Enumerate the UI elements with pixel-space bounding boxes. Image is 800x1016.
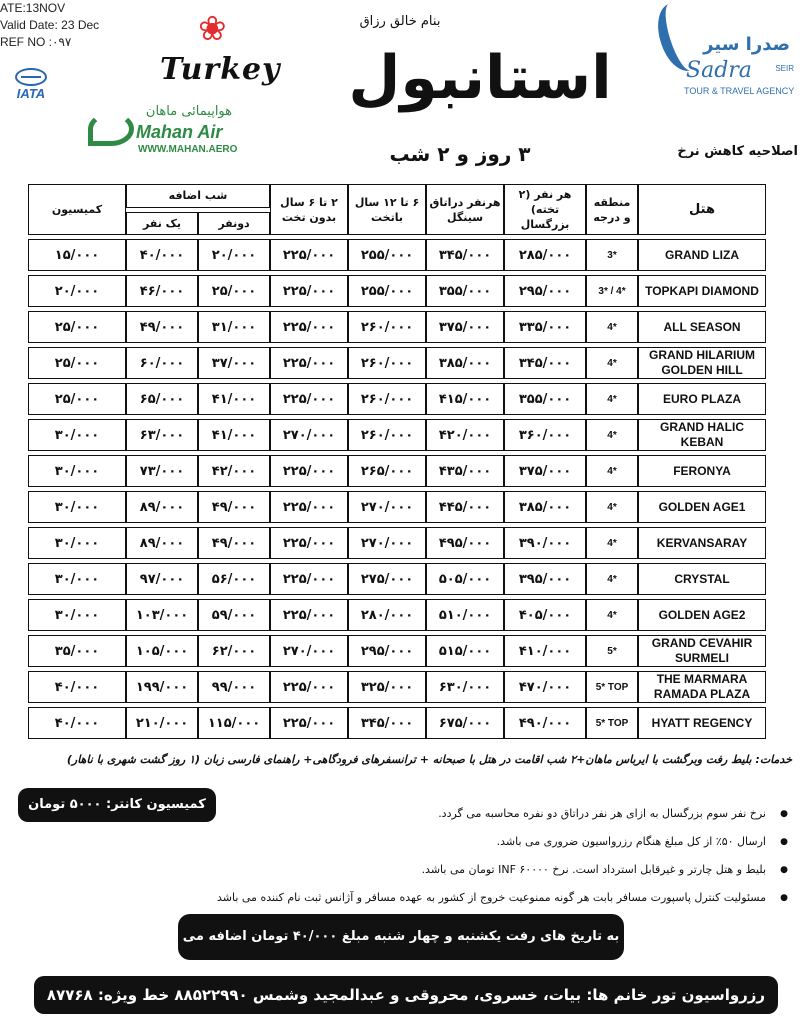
price-extra-single: ۴۰/۰۰۰: [126, 239, 198, 271]
sadra-fa-name: صدرا سیر: [703, 34, 790, 55]
price-single: ۵۱۰/۰۰۰: [426, 599, 504, 631]
price-extra-double: ۳۱/۰۰۰: [198, 311, 270, 343]
price-child-6-12: ۲۹۵/۰۰۰: [348, 635, 426, 667]
table-row: [28, 419, 766, 451]
hotel-name: GOLDEN AGE1: [638, 491, 766, 523]
commission: ۴۰/۰۰۰: [28, 671, 126, 703]
list-item: ● بلیط و هتل چارتر و غیرقابل استرداد است. نرخ INF ۶۰۰۰۰ تومان می باشد.: [150, 856, 790, 884]
hotel-zone: 4*: [586, 491, 638, 523]
commission: ۳۰/۰۰۰: [28, 563, 126, 595]
valid-date: Valid Date: 23 Dec: [0, 18, 100, 32]
services-text: خدمات: بلیط رفت وبرگشت با ایرباس ماهان+۲ شب اقامت در هتل با صبحانه + ترانسفرهای فرودگاهی+ راهنمای فارسی زبان (۱ روز گشت شهری با ناهار): [66, 753, 792, 766]
counter-commission-badge: کمیسیون کانتر: ۵۰۰۰ تومان: [18, 788, 216, 822]
price-single: ۵۱۵/۰۰۰: [426, 635, 504, 667]
notes-list: [150, 800, 790, 912]
price-child-2-6: ۲۲۵/۰۰۰: [270, 347, 348, 379]
price-child-6-12: ۲۶۵/۰۰۰: [348, 455, 426, 487]
header-extra-single: یک نفر: [126, 212, 198, 236]
price-child-2-6: ۲۲۵/۰۰۰: [270, 563, 348, 595]
price-child-2-6: ۲۲۵/۰۰۰: [270, 599, 348, 631]
price-extra-double: ۴۹/۰۰۰: [198, 491, 270, 523]
header-child-6-12: ۶ تا ۱۲ سال باتخت: [348, 184, 426, 235]
list-item: ● نرخ نفر سوم بزرگسال به ازای هر نفر دراتاق دو نفره محاسبه می گردد.: [150, 800, 790, 828]
table-row: [28, 707, 766, 739]
price-extra-double: ۴۱/۰۰۰: [198, 419, 270, 451]
price-single: ۴۱۵/۰۰۰: [426, 383, 504, 415]
price-extra-single: ۲۱۰/۰۰۰: [126, 707, 198, 739]
hotel-zone: 3* / 4*: [586, 275, 638, 307]
price-extra-single: ۶۰/۰۰۰: [126, 347, 198, 379]
sadra-en-name: Sadra: [686, 58, 752, 83]
destination-title: استانبول: [348, 43, 612, 113]
list-item: ● ارسال ۵۰٪ از کل مبلغ هنگام رزرواسیون ضروری می باشد.: [150, 828, 790, 856]
surcharge-notice: به تاریخ های رفت یکشنبه و چهار شنبه مبلغ ۴۰/۰۰۰ تومان اضافه می: [178, 914, 624, 960]
commission: ۳۰/۰۰۰: [28, 599, 126, 631]
iata-label: IATA: [16, 86, 46, 101]
iata-logo: [6, 68, 56, 101]
hotel-zone: 4*: [586, 311, 638, 343]
hotel-zone: 4*: [586, 455, 638, 487]
price-child-2-6: ۲۲۵/۰۰۰: [270, 311, 348, 343]
price-single: ۵۰۵/۰۰۰: [426, 563, 504, 595]
price-child-2-6: ۲۲۵/۰۰۰: [270, 707, 348, 739]
price-double: ۴۱۰/۰۰۰: [504, 635, 586, 667]
table-row: [28, 563, 766, 595]
hotel-name: GRAND HALIC KEBAN: [638, 419, 766, 451]
price-single: ۳۸۵/۰۰۰: [426, 347, 504, 379]
revision-label: اصلاحیه کاهش نرخ: [677, 144, 798, 159]
table-row: [28, 635, 766, 667]
hotel-name: THE MARMARA RAMADA PLAZA: [638, 671, 766, 703]
reference-number: REF NO :۰۹۷: [0, 35, 72, 49]
header-commission: کمیسیون: [28, 184, 126, 235]
price-extra-double: ۲۰/۰۰۰: [198, 239, 270, 271]
commission: ۳۵/۰۰۰: [28, 635, 126, 667]
sadra-seir-label: SEIR: [775, 64, 794, 73]
list-item: ● مسئولیت کنترل پاسپورت مسافر بابت هر گونه ممنوعیت خروج از کشور به عهده مسافر و آژانس ثبت نام کننده می باشد: [150, 884, 790, 912]
price-double: ۳۷۵/۰۰۰: [504, 455, 586, 487]
tulip-bird-icon: ❀: [198, 9, 227, 49]
sadra-seir-logo: [648, 0, 798, 104]
hotel-zone: 4*: [586, 383, 638, 415]
price-child-2-6: ۲۲۵/۰۰۰: [270, 275, 348, 307]
price-child-6-12: ۳۴۵/۰۰۰: [348, 707, 426, 739]
price-double: ۳۳۵/۰۰۰: [504, 311, 586, 343]
price-single: ۳۴۵/۰۰۰: [426, 239, 504, 271]
mahan-air-logo: [86, 104, 236, 166]
price-extra-single: ۱۹۹/۰۰۰: [126, 671, 198, 703]
commission: ۲۵/۰۰۰: [28, 311, 126, 343]
table-row: [28, 671, 766, 703]
price-double: ۴۹۰/۰۰۰: [504, 707, 586, 739]
hotel-name: CRYSTAL: [638, 563, 766, 595]
price-child-6-12: ۳۲۵/۰۰۰: [348, 671, 426, 703]
hotel-name: FERONYA: [638, 455, 766, 487]
hotel-name: GRAND HILARIUM GOLDEN HILL: [638, 347, 766, 379]
price-child-2-6: ۲۷۰/۰۰۰: [270, 635, 348, 667]
hotel-name: GRAND CEVAHIR SURMELI: [638, 635, 766, 667]
header-single: هرنفر دراتاق سینگل: [426, 184, 504, 235]
hotel-zone: 5*: [586, 635, 638, 667]
tour-duration: ۳ روز و ۲ شب: [389, 142, 531, 166]
price-child-6-12: ۲۶۰/۰۰۰: [348, 311, 426, 343]
reservation-contact-bar: رزرواسیون تور خانم ها: بیات، خسروی، محروقی و عبدالمجید وشمس ۸۸۵۲۲۹۹۰ خط ویژه: ۸۷۷۶۸: [34, 976, 778, 1014]
price-double: ۳۵۵/۰۰۰: [504, 383, 586, 415]
hotel-zone: 4*: [586, 419, 638, 451]
hotel-zone: 3*: [586, 239, 638, 271]
price-single: ۴۴۵/۰۰۰: [426, 491, 504, 523]
price-extra-double: ۴۹/۰۰۰: [198, 527, 270, 559]
price-child-6-12: ۲۷۰/۰۰۰: [348, 527, 426, 559]
price-child-6-12: ۲۶۰/۰۰۰: [348, 383, 426, 415]
price-extra-single: ۶۵/۰۰۰: [126, 383, 198, 415]
price-child-2-6: ۲۲۵/۰۰۰: [270, 491, 348, 523]
price-extra-single: ۱۰۵/۰۰۰: [126, 635, 198, 667]
price-single: ۴۳۵/۰۰۰: [426, 455, 504, 487]
price-extra-double: ۳۷/۰۰۰: [198, 347, 270, 379]
price-extra-double: ۴۱/۰۰۰: [198, 383, 270, 415]
price-table-body: [28, 239, 766, 739]
turkey-wordmark: Turkey: [160, 52, 281, 87]
hotel-name: GRAND LIZA: [638, 239, 766, 271]
price-double: ۴۰۵/۰۰۰: [504, 599, 586, 631]
hotel-name: GOLDEN AGE2: [638, 599, 766, 631]
commission: ۲۰/۰۰۰: [28, 275, 126, 307]
price-extra-single: ۸۹/۰۰۰: [126, 527, 198, 559]
hotel-name: EURO PLAZA: [638, 383, 766, 415]
commission: ۳۰/۰۰۰: [28, 455, 126, 487]
price-single: ۶۷۵/۰۰۰: [426, 707, 504, 739]
header-hotel: هتل: [638, 184, 766, 235]
hotel-name: ALL SEASON: [638, 311, 766, 343]
header-extra-double: دونفر: [198, 212, 270, 236]
price-child-6-12: ۲۷۵/۰۰۰: [348, 563, 426, 595]
price-child-2-6: ۲۲۵/۰۰۰: [270, 455, 348, 487]
hotel-zone: 4*: [586, 563, 638, 595]
price-single: ۶۳۰/۰۰۰: [426, 671, 504, 703]
commission: ۴۰/۰۰۰: [28, 707, 126, 739]
price-child-6-12: ۲۵۵/۰۰۰: [348, 239, 426, 271]
price-extra-single: ۹۷/۰۰۰: [126, 563, 198, 595]
table-row: [28, 347, 766, 379]
table-row: [28, 599, 766, 631]
price-extra-single: ۷۳/۰۰۰: [126, 455, 198, 487]
price-child-6-12: ۲۶۰/۰۰۰: [348, 347, 426, 379]
price-double: ۲۸۵/۰۰۰: [504, 239, 586, 271]
table-row: [28, 311, 766, 343]
commission: ۱۵/۰۰۰: [28, 239, 126, 271]
turkey-logo: [158, 8, 281, 98]
price-child-2-6: ۲۲۵/۰۰۰: [270, 527, 348, 559]
mahan-en-name: Mahan Air: [136, 122, 223, 142]
price-single: ۴۲۰/۰۰۰: [426, 419, 504, 451]
commission: ۳۰/۰۰۰: [28, 491, 126, 523]
header-double: هر نفر (۲ تخته) بزرگسال: [504, 184, 586, 235]
price-child-6-12: ۲۸۰/۰۰۰: [348, 599, 426, 631]
hotel-zone: 5* TOP: [586, 707, 638, 739]
price-extra-double: ۴۲/۰۰۰: [198, 455, 270, 487]
price-extra-single: ۴۶/۰۰۰: [126, 275, 198, 307]
price-double: ۴۷۰/۰۰۰: [504, 671, 586, 703]
price-double: ۳۶۰/۰۰۰: [504, 419, 586, 451]
document-meta: [0, 0, 99, 51]
price-child-6-12: ۲۷۰/۰۰۰: [348, 491, 426, 523]
mahan-fa-name: هواپیمائی ماهان: [145, 104, 232, 119]
price-extra-double: ۵۹/۰۰۰: [198, 599, 270, 631]
hotel-zone: 5* TOP: [586, 671, 638, 703]
price-extra-double: ۹۹/۰۰۰: [198, 671, 270, 703]
header-zone: منطقه و درجه: [586, 184, 638, 235]
price-double: ۲۹۵/۰۰۰: [504, 275, 586, 307]
price-child-2-6: ۲۷۰/۰۰۰: [270, 419, 348, 451]
table-row: [28, 239, 766, 271]
price-double: ۳۴۵/۰۰۰: [504, 347, 586, 379]
price-single: ۳۷۵/۰۰۰: [426, 311, 504, 343]
price-extra-single: ۴۹/۰۰۰: [126, 311, 198, 343]
mahan-swirl-icon: [88, 112, 134, 146]
commission: ۳۰/۰۰۰: [28, 419, 126, 451]
globe-icon: [15, 68, 47, 86]
price-child-2-6: ۲۲۵/۰۰۰: [270, 239, 348, 271]
hotel-zone: 4*: [586, 599, 638, 631]
price-child-2-6: ۲۲۵/۰۰۰: [270, 671, 348, 703]
price-extra-double: ۲۵/۰۰۰: [198, 275, 270, 307]
bismillah-line: بنام خالق رزاق: [359, 14, 441, 29]
price-double: ۳۹۵/۰۰۰: [504, 563, 586, 595]
price-double: ۳۹۰/۰۰۰: [504, 527, 586, 559]
mahan-website: WWW.MAHAN.AERO: [138, 144, 238, 155]
price-extra-single: ۶۳/۰۰۰: [126, 419, 198, 451]
table-row: [28, 491, 766, 523]
issue-date: ATE:13NOV: [0, 1, 66, 15]
price-child-6-12: ۲۵۵/۰۰۰: [348, 275, 426, 307]
price-extra-double: ۱۱۵/۰۰۰: [198, 707, 270, 739]
price-extra-single: ۸۹/۰۰۰: [126, 491, 198, 523]
price-extra-double: ۶۲/۰۰۰: [198, 635, 270, 667]
hotel-name: KERVANSARAY: [638, 527, 766, 559]
price-extra-double: ۵۶/۰۰۰: [198, 563, 270, 595]
header-child-2-6: ۲ تا ۶ سال بدون تخت: [270, 184, 348, 235]
commission: ۲۵/۰۰۰: [28, 347, 126, 379]
header-extra-night: شب اضافه: [126, 184, 270, 208]
price-table: [28, 180, 766, 743]
sadra-tagline: TOUR & TRAVEL AGENCY: [684, 86, 795, 96]
hotel-zone: 4*: [586, 527, 638, 559]
hotel-name: HYATT REGENCY: [638, 707, 766, 739]
price-extra-single: ۱۰۳/۰۰۰: [126, 599, 198, 631]
hotel-zone: 4*: [586, 347, 638, 379]
price-child-2-6: ۲۲۵/۰۰۰: [270, 383, 348, 415]
commission: ۲۵/۰۰۰: [28, 383, 126, 415]
table-row: [28, 455, 766, 487]
commission: ۳۰/۰۰۰: [28, 527, 126, 559]
price-single: ۴۹۵/۰۰۰: [426, 527, 504, 559]
table-row: [28, 383, 766, 415]
price-double: ۳۸۵/۰۰۰: [504, 491, 586, 523]
table-row: [28, 275, 766, 307]
price-child-6-12: ۲۶۰/۰۰۰: [348, 419, 426, 451]
price-single: ۳۵۵/۰۰۰: [426, 275, 504, 307]
table-row: [28, 527, 766, 559]
hotel-name: TOPKAPI DIAMOND: [638, 275, 766, 307]
